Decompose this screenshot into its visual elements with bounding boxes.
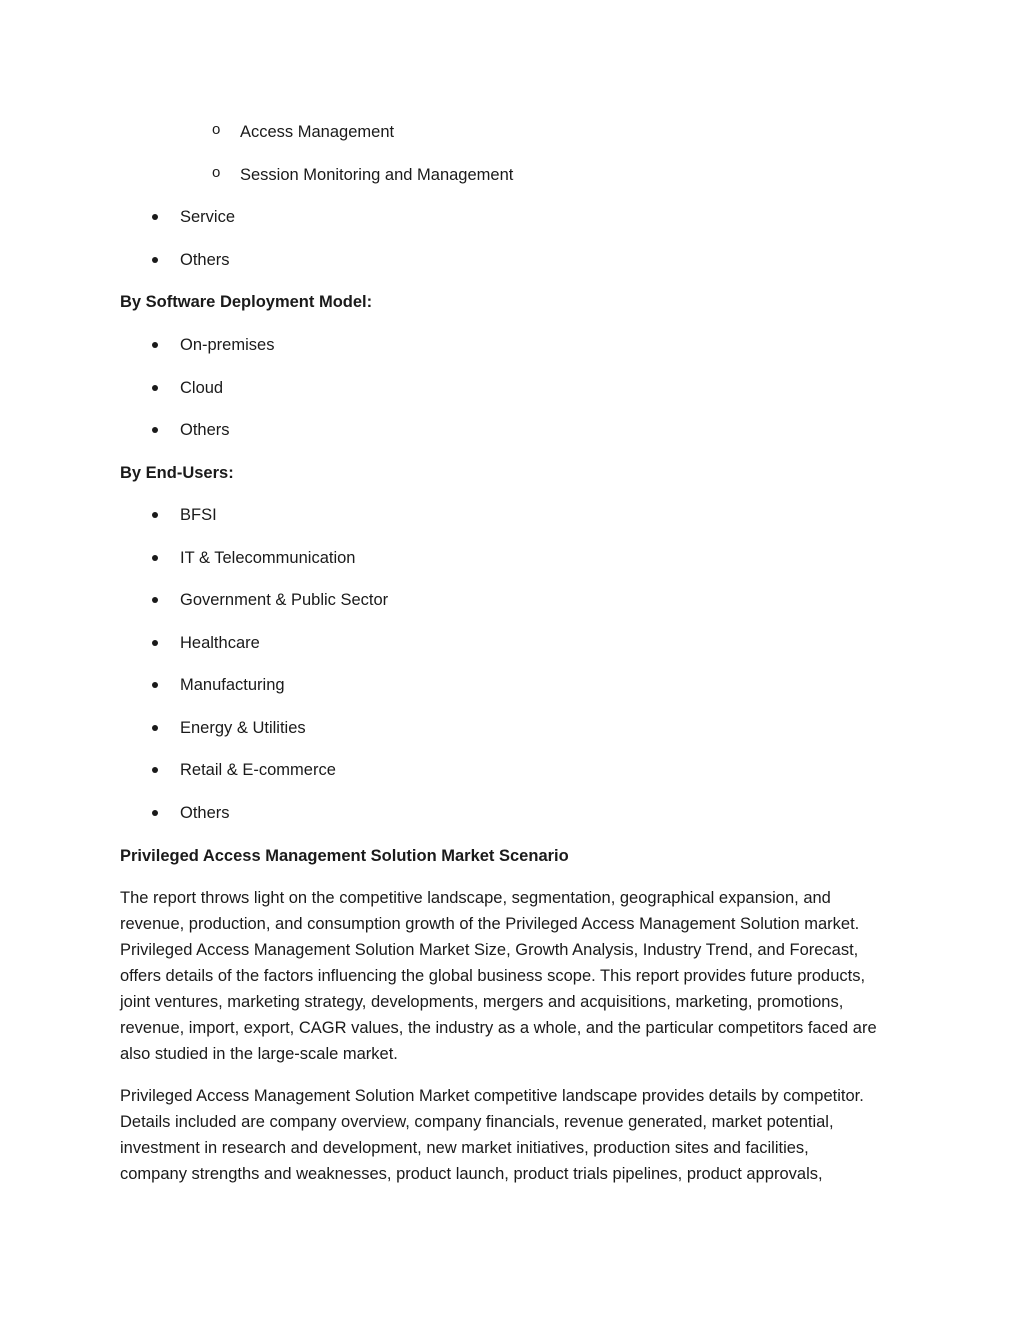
sublist-marker: o — [212, 121, 221, 138]
bullet-icon — [152, 640, 158, 646]
bullet-icon — [152, 512, 158, 518]
bullet-icon — [152, 725, 158, 731]
list-item-others: Others — [180, 421, 230, 439]
list-item-energy: Energy & Utilities — [180, 719, 306, 737]
endusers-heading: By End-Users: — [120, 464, 234, 482]
bullet-icon — [152, 427, 158, 433]
paragraph-line: company strengths and weaknesses, product launch, product trials pipelines, product approvals, — [120, 1165, 823, 1183]
scenario-heading: Privileged Access Management Solution Market Scenario — [120, 847, 569, 865]
bullet-icon — [152, 385, 158, 391]
paragraph-line: investment in research and development, new market initiatives, production sites and facilities, — [120, 1139, 809, 1157]
paragraph-line: Details included are company overview, company financials, revenue generated, market potential, — [120, 1113, 834, 1131]
list-item-it-telecom: IT & Telecommunication — [180, 549, 356, 567]
sublist-item-access-management: Access Management — [240, 123, 395, 141]
list-item-others: Others — [180, 251, 230, 269]
list-item-manufacturing: Manufacturing — [180, 676, 285, 694]
sublist-item-session-monitoring: Session Monitoring and Management — [240, 166, 514, 184]
bullet-icon — [152, 682, 158, 688]
paragraph-line: revenue, import, export, CAGR values, the industry as a whole, and the particular competitors faced are — [120, 1019, 877, 1037]
bullet-icon — [152, 767, 158, 773]
list-item-others: Others — [180, 804, 230, 822]
list-item-service: Service — [180, 208, 236, 226]
list-item-healthcare: Healthcare — [180, 634, 260, 652]
paragraph-line: The report throws light on the competitive landscape, segmentation, geographical expansion, and — [120, 889, 831, 907]
list-item-on-premises: On-premises — [180, 336, 275, 354]
paragraph-line: revenue, production, and consumption growth of the Privileged Access Management Solution market. — [120, 915, 860, 933]
list-item-government: Government & Public Sector — [180, 591, 389, 609]
list-item-retail: Retail & E-commerce — [180, 761, 336, 779]
bullet-icon — [152, 597, 158, 603]
bullet-icon — [152, 257, 158, 263]
paragraph-line: Privileged Access Management Solution Market competitive landscape provides details by competitor. — [120, 1087, 864, 1105]
paragraph-competitive-landscape — [120, 1086, 910, 1190]
paragraph-line: Privileged Access Management Solution Market Size, Growth Analysis, Industry Trend, and Forecast, — [120, 941, 859, 959]
sublist-marker: o — [212, 164, 221, 181]
bullet-icon — [152, 342, 158, 348]
bullet-icon — [152, 214, 158, 220]
paragraph-line: also studied in the large-scale market. — [120, 1045, 398, 1063]
deployment-heading: By Software Deployment Model: — [120, 293, 373, 311]
paragraph-report-overview — [120, 888, 910, 1070]
list-item-bfsi: BFSI — [180, 506, 217, 524]
paragraph-line: offers details of the factors influencing the global business scope. This report provides future products, — [120, 967, 866, 985]
bullet-icon — [152, 555, 158, 561]
list-item-cloud: Cloud — [180, 379, 224, 397]
paragraph-line: joint ventures, marketing strategy, developments, mergers and acquisitions, marketing, promotions, — [120, 993, 844, 1011]
bullet-icon — [152, 810, 158, 816]
